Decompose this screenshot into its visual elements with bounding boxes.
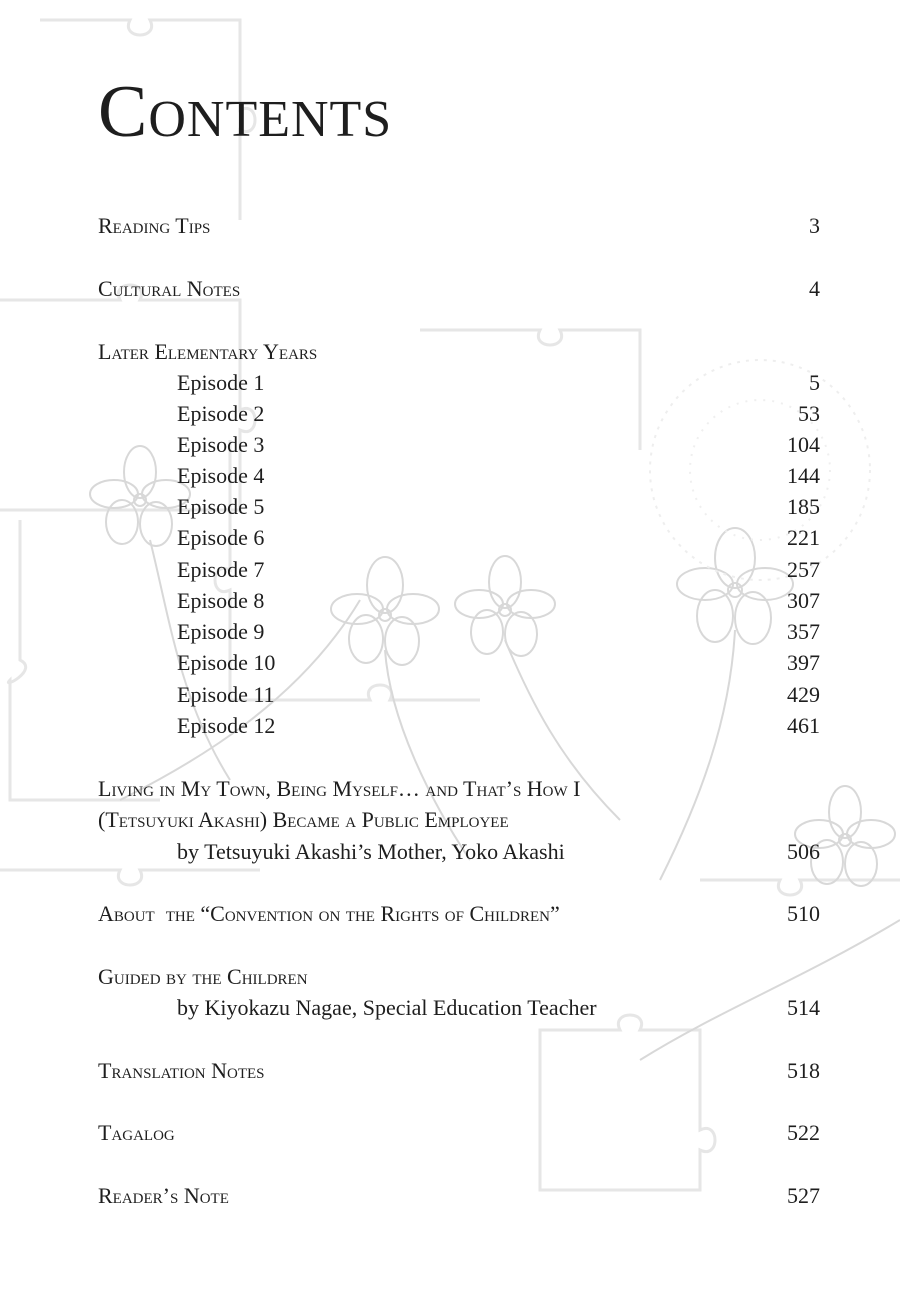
- toc-entry-label: Episode 12: [177, 713, 276, 738]
- toc-entry-episode-4[interactable]: [0, 460, 900, 491]
- toc-entry-guided-title[interactable]: [0, 961, 900, 992]
- toc-entry-episode-6[interactable]: [0, 522, 900, 553]
- toc-entry-label: (Tetsuyuki Akashi) Became a Public Employee: [98, 807, 509, 832]
- toc-entry-episode-9[interactable]: [0, 616, 900, 647]
- toc-entry-byline: by Kiyokazu Nagae, Special Education Teacher: [177, 995, 597, 1020]
- toc-entry-episode-7[interactable]: [0, 554, 900, 585]
- toc-page-number: 144: [787, 463, 820, 488]
- toc-entry-label: Episode 4: [177, 463, 265, 488]
- toc-entry-label: Episode 2: [177, 401, 265, 426]
- toc-entry-episode-8[interactable]: [0, 585, 900, 616]
- toc-entry-tagalog[interactable]: [0, 1117, 900, 1148]
- toc-entry-episode-10[interactable]: [0, 647, 900, 678]
- toc-page-number: 357: [787, 619, 820, 644]
- toc-entry-label: Translation Notes: [98, 1058, 265, 1083]
- toc-page-number: 429: [787, 682, 820, 707]
- toc-page-number: 53: [798, 401, 820, 426]
- toc-entry-episode-2[interactable]: [0, 398, 900, 429]
- toc-entry-label: Cultural Notes: [98, 276, 241, 301]
- toc-page-number: 104: [787, 432, 820, 457]
- toc-entry-living-title-line-1[interactable]: [0, 773, 900, 804]
- toc-entry-label: Episode 8: [177, 588, 265, 613]
- toc-entry-label: Guided by the Children: [98, 964, 308, 989]
- toc-page-number: 506: [787, 839, 820, 864]
- toc-entry-label: Episode 10: [177, 650, 276, 675]
- toc-entry-byline: by Tetsuyuki Akashi’s Mother, Yoko Akashi: [177, 839, 565, 864]
- toc-entry-label: Tagalog: [98, 1120, 175, 1145]
- toc-page-number: 257: [787, 557, 820, 582]
- toc-page-number: 514: [787, 995, 820, 1020]
- toc-page-number: 522: [787, 1120, 820, 1145]
- toc-page-number: 221: [787, 525, 820, 550]
- toc-entry-label: Reader’s Note: [98, 1183, 229, 1208]
- toc-page-number: 3: [809, 213, 820, 238]
- toc-entry-label: Living in My Town, Being Myself… and That’s How I: [98, 776, 581, 801]
- toc-entry-living-title-line-2[interactable]: [0, 804, 900, 835]
- toc-entry-living-byline[interactable]: [0, 836, 900, 867]
- toc-entry-convention[interactable]: [0, 898, 900, 929]
- toc-page-number: 4: [809, 276, 820, 301]
- toc-entry-label: Episode 1: [177, 370, 265, 395]
- page-title: Contents: [98, 71, 393, 153]
- toc-section-later-elementary-years: [0, 336, 900, 367]
- toc-entry-label: Reading Tips: [98, 213, 211, 238]
- toc-entry-translation-notes[interactable]: [0, 1055, 900, 1086]
- toc-entry-episode-12[interactable]: [0, 710, 900, 741]
- toc-page-number: 527: [787, 1183, 820, 1208]
- toc-page-number: 518: [787, 1058, 820, 1083]
- toc-page-number: 307: [787, 588, 820, 613]
- toc-entry-label: Episode 7: [177, 557, 265, 582]
- toc-entry-episode-11[interactable]: [0, 679, 900, 710]
- toc-entry-reading-tips[interactable]: [0, 210, 900, 241]
- toc-entry-label: Episode 11: [177, 682, 275, 707]
- toc-entry-label: Episode 9: [177, 619, 265, 644]
- toc-page-number: 461: [787, 713, 820, 738]
- toc-entry-guided-byline[interactable]: [0, 992, 900, 1023]
- toc-entry-label: Episode 6: [177, 525, 265, 550]
- toc-page-number: 185: [787, 494, 820, 519]
- toc-entry-episode-5[interactable]: [0, 491, 900, 522]
- toc-entry-readers-note[interactable]: [0, 1180, 900, 1211]
- toc-page-number: 397: [787, 650, 820, 675]
- toc-page-number: 5: [809, 370, 820, 395]
- toc-entry-label: About the “Convention on the Rights of Children”: [98, 901, 560, 926]
- toc-page-number: 510: [787, 901, 820, 926]
- toc-entry-cultural-notes[interactable]: [0, 273, 900, 304]
- toc-entry-label: Episode 5: [177, 494, 265, 519]
- toc-entry-label: Episode 3: [177, 432, 265, 457]
- toc-entry-episode-1[interactable]: [0, 367, 900, 398]
- toc-section-label: Later Elementary Years: [98, 339, 318, 364]
- toc-entry-episode-3[interactable]: [0, 429, 900, 460]
